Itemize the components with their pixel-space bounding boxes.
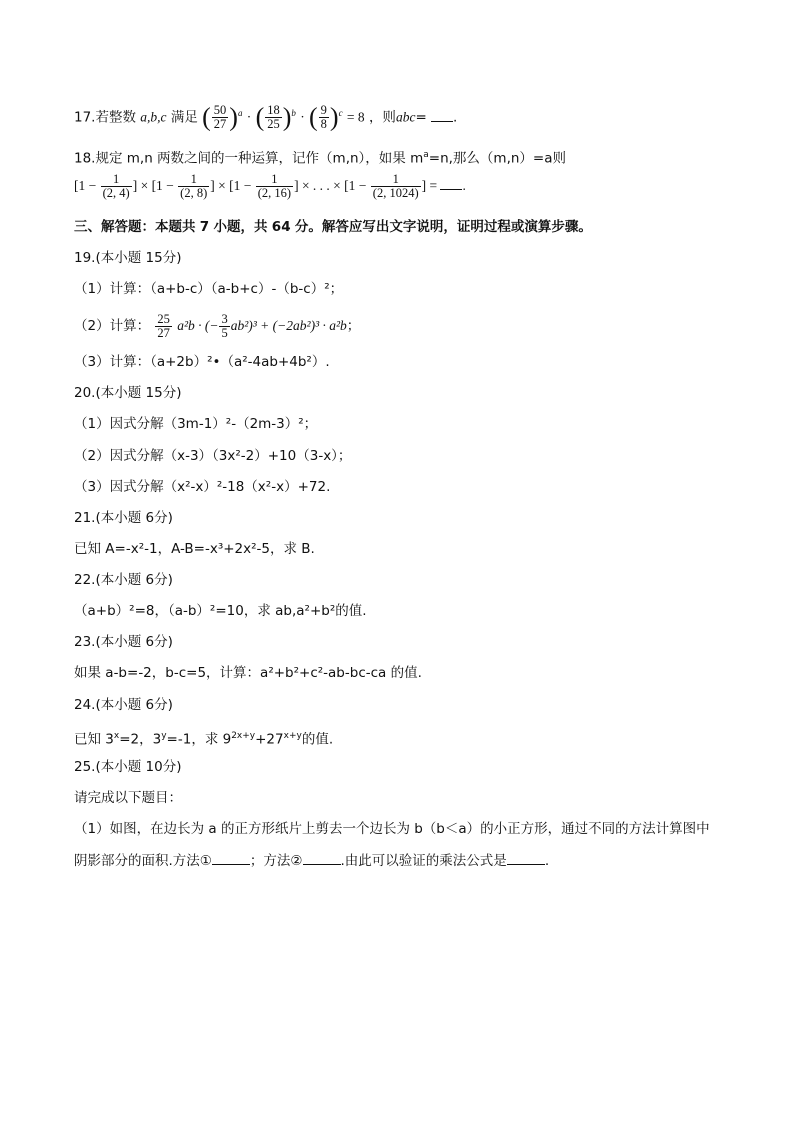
q17-prefix: 17.若整数: [74, 109, 136, 126]
q24-heading: 24.(本小题 6分): [74, 697, 173, 713]
section-3-heading: 三、解答题：本题共 7 小题，共 64 分。解答应写出文字说明，证明过程或演算步骤。: [74, 219, 592, 235]
q17-ask: abc: [395, 109, 416, 125]
q17-mid: 满足: [170, 109, 198, 126]
q19-part-1: （1）计算：（a+b-c）（a-b+c）-（b-c）²；: [74, 281, 344, 297]
q24-body: 已知 $3^x=2$，$3^y=-1$，求 $9^{2x+y}+27^{x+y}$的值.: [74, 731, 334, 748]
answer-blank[interactable]: [440, 189, 462, 190]
q19-part-2: （2）计算： $\frac{25}{27}$ a²b · (− $\frac{3}{5}$ ab²)³ + (−2ab²)³ · a²b；: [74, 311, 361, 340]
question-17: 17.若整数 a,b,c 满足 ( $\frac{50}{27}$ )$^a$ · ( $\frac{18}{25}$ )$^b$ · ( $\frac{9}{8}$ )$^c$ = 8 ，则abc= .: [74, 102, 458, 132]
q18-fraction-3: $\frac{1}{(2, 16)}$: [257, 172, 292, 201]
q20-part-2: （2）因式分解（x-3）（3x²-2）+10（3-x）；: [74, 448, 352, 464]
q19-heading: 19.(本小题 15分): [74, 250, 182, 266]
q19-part-3: （3）计算：（a+2b）²•（a²-4ab+4b²）.: [74, 354, 330, 370]
q21-body: 已知 A=-x²-1，A-B=-x³+2x²-5，求 B.: [74, 541, 315, 557]
q25-part-1-line-2: 阴影部分的面积.方法① ；方法② .由此可以验证的乘法公式是 .: [74, 853, 550, 869]
answer-blank-method-2[interactable]: [303, 864, 341, 865]
question-18-formula: [1 − $\frac{1}{(2, 4)}$ ] × [1 − $\frac{1}{(2, 8)}$ ] × [1 − $\frac{1}{(2, 16)}$ ] × . . . × [1 − $\frac{1}{(2, 1024)}$ ] = .: [74, 172, 466, 201]
answer-blank-method-1[interactable]: [212, 864, 250, 865]
q17-exp-b: b: [291, 108, 296, 118]
q17-fraction-2: $\frac{18}{25}$: [267, 103, 280, 131]
q23-body: 如果 a-b=-2，b-c=5，计算：a²+b²+c²-ab-bc-ca 的值.: [74, 665, 422, 681]
answer-blank[interactable]: [431, 121, 453, 122]
paren: (: [202, 102, 211, 132]
q17-rhs: = 8: [346, 109, 365, 125]
question-18-line-1: 18.规定 m,n 两数之间的一种运算，记作（m,n），如果 $m^a=n$,那么（m,n）=a则: [74, 150, 567, 167]
q20-part-3: （3）因式分解（x²-x）²-18（x²-x）+72.: [74, 479, 331, 495]
q25-intro: 请完成以下题目：: [74, 790, 182, 806]
q18-fraction-4: $\frac{1}{(2, 1024)}$: [372, 172, 419, 201]
q17-vars: a,b,c: [140, 109, 167, 125]
q25-part-1-line-1: （1）如图，在边长为 a 的正方形纸片上剪去一个边长为 b（b＜a）的小正方形，通过不同的方法计算图中: [74, 821, 710, 837]
q21-heading: 21.(本小题 6分): [74, 510, 173, 526]
q20-heading: 20.(本小题 15分): [74, 385, 182, 401]
q17-exp-a: a: [237, 108, 243, 118]
q17-exp-c: c: [338, 108, 343, 118]
q20-part-1: （1）因式分解（3m-1）²-（2m-3）²；: [74, 416, 318, 432]
answer-blank-formula[interactable]: [507, 864, 545, 865]
q18-fraction-1: $\frac{1}{(2, 4)}$: [102, 172, 130, 201]
q17-fraction-1: $\frac{50}{27}$: [213, 103, 227, 131]
q18-fraction-2: $\frac{1}{(2, 8)}$: [180, 172, 208, 201]
q17-fraction-3: $\frac{9}{8}$: [320, 103, 327, 131]
q25-heading: 25.(本小题 10分): [74, 759, 182, 775]
q22-body: （a+b）²=8，（a-b）²=10，求 ab,a²+b²的值.: [74, 603, 367, 619]
q22-heading: 22.(本小题 6分): [74, 572, 173, 588]
q23-heading: 23.(本小题 6分): [74, 634, 173, 650]
